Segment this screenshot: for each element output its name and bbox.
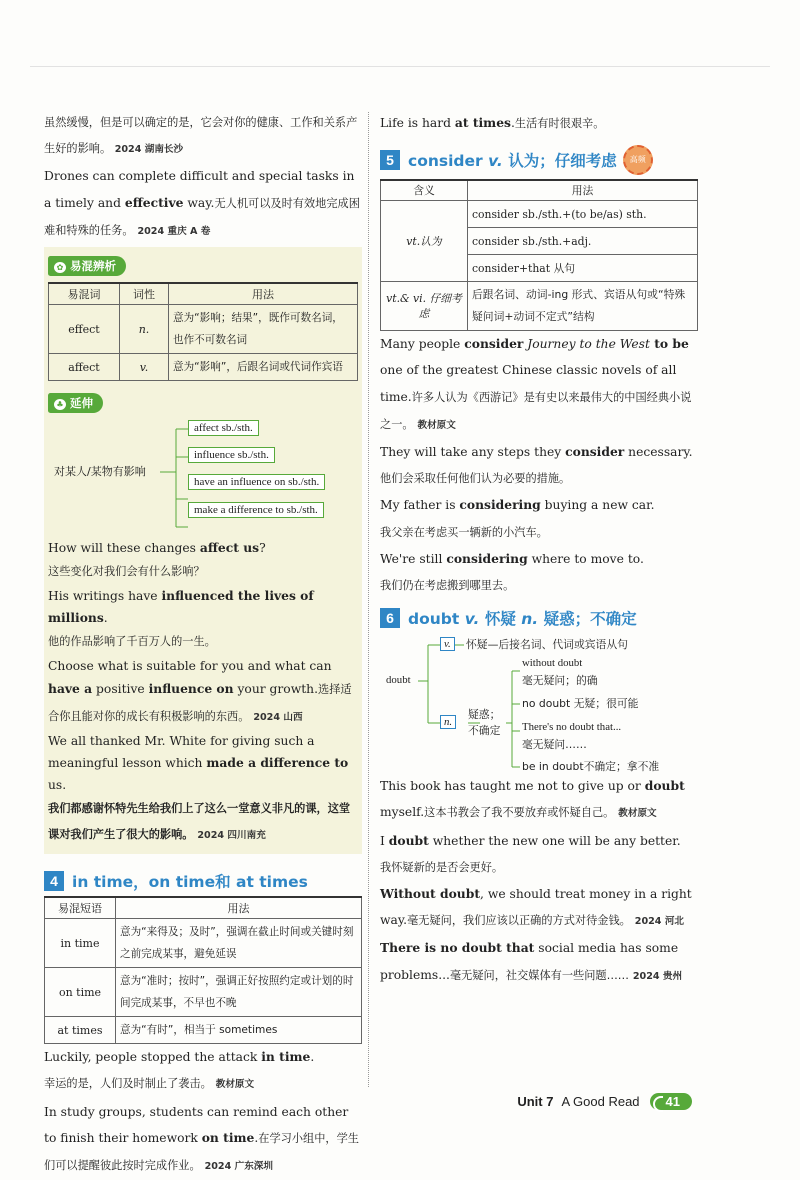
doubt-leaf: 毫无疑问…… bbox=[522, 738, 587, 752]
section-number: 4 bbox=[44, 871, 64, 891]
column-divider bbox=[368, 112, 369, 1087]
example: His writings have influenced the lives of millions. 他的作品影响了千百万人的一生。 bbox=[48, 588, 314, 649]
table-row: at times 意为“有时”，相当于 sometimes bbox=[45, 1017, 362, 1044]
example: My father is considering buying a new car. 我父亲在考虑买一辆新的小汽车。 bbox=[380, 497, 655, 539]
example: Many people consider Journey to the West to be one of the greatest Chinese classic novels of all time.许多人认为《西游记》是有史以来最伟大的中国经典小说之一。 教材原文 bbox=[380, 336, 692, 431]
mindmap-leaf: have an influence on sb./sth. bbox=[188, 474, 325, 490]
section-5-heading bbox=[380, 145, 698, 175]
section-4-heading bbox=[44, 870, 362, 892]
left-column bbox=[44, 110, 362, 1180]
right-column bbox=[380, 110, 698, 990]
section-title: in time，on time和 at times bbox=[72, 873, 308, 892]
doubt-leaf: There's no doubt that... bbox=[522, 721, 622, 734]
table-header: 词性 bbox=[120, 283, 169, 305]
table-header: 含义 bbox=[381, 180, 468, 201]
table-row: in time 意为“来得及；及时”，强调在截止时间或关键时刻之前完成某事，避免延误 bbox=[45, 919, 362, 968]
mindmap-leaf: make a difference to sb./sth. bbox=[188, 502, 324, 518]
table-header: 用法 bbox=[116, 897, 362, 919]
table-row: consider sb./sth.+adj. bbox=[381, 228, 698, 255]
mindmap-leaf: affect sb./sth. bbox=[188, 420, 259, 436]
unit-label: Unit 7 bbox=[517, 1094, 554, 1109]
doubt-leaf: 毫无疑问；的确 bbox=[522, 674, 598, 688]
doubt-leaf: no doubt 无疑；很可能 bbox=[522, 697, 639, 711]
mindmap-root: 对某人/某物有影响 bbox=[54, 465, 146, 479]
doubt-mindmap bbox=[380, 633, 698, 773]
top-rule bbox=[30, 66, 770, 67]
section-title: consider v. 认为；仔细考虑 bbox=[408, 152, 617, 171]
table-header: 易混词 bbox=[49, 283, 120, 305]
table-row: vt.认为 consider sb./sth.+(to be/as) sth. bbox=[381, 201, 698, 228]
table-row: affect v. 意为“影响”，后跟名词或代词作宾语 bbox=[49, 354, 358, 381]
example: In study groups, students can remind each other to finish their homework on time.在学习小组中，学生们可以提醒彼此按时完成作业。 2024 广东深圳 bbox=[44, 1104, 359, 1173]
example: There is no doubt that social media has some problems...毫无疑问，社交媒体有一些问题…… 2024 贵州 bbox=[380, 940, 683, 982]
page-footer bbox=[517, 1093, 692, 1110]
leaf-icon: ✿ bbox=[54, 262, 66, 273]
extension-tag: ♣ 延伸 bbox=[48, 393, 103, 413]
doubt-n-label: n. bbox=[440, 715, 456, 729]
table-row: vt.& vi. 仔细考虑 后跟名词、动词-ing 形式、宾语从句或“特殊疑问词+动词不定式”结构 bbox=[381, 282, 698, 331]
example: Choose what is suitable for you and what can have a positive influence on your growth.选择适合你且能对你的成长有积极影响的东西。 2024 山西 bbox=[48, 659, 352, 723]
example: They will take any steps they consider necessary. 他们会采取任何他们认为必要的措施。 bbox=[380, 444, 693, 486]
doubt-leaf: without doubt bbox=[522, 657, 583, 670]
table-header: 用法 bbox=[468, 180, 698, 201]
doubt-v-text: 怀疑—后接名词、代词或宾语从句 bbox=[466, 638, 628, 652]
frequency-badge: 高频 bbox=[623, 145, 653, 175]
paragraph: 虽然缓慢，但是可以确定的是，它会对你的健康、工作和关系产生好的影响。 2024 湖南长沙 bbox=[44, 116, 358, 156]
example: We're still considering where to move to. 我们仍在考虑搬到哪里去。 bbox=[380, 550, 644, 593]
example: We all thanked Mr. White for giving such a meaningful lesson which made a difference to us. 我们都感谢怀特先生给我们上了这么一堂意义非凡的课，这堂课对我们产生了很大的影响。 2024 四川南充 bbox=[48, 733, 351, 842]
mindmap-leaf: influence sb./sth. bbox=[188, 447, 275, 463]
section-4-table bbox=[44, 896, 362, 1044]
section-number: 5 bbox=[380, 150, 400, 170]
table-header: 易混短语 bbox=[45, 897, 116, 919]
example: How will these changes affect us? 这些变化对我们会有什么影响？ bbox=[48, 540, 266, 579]
example: I doubt whether the new one will be any better. 我怀疑新的是否会更好。 bbox=[380, 832, 681, 874]
doubt-root: doubt bbox=[386, 674, 411, 687]
confusion-tag: ✿ 易混辨析 bbox=[48, 256, 126, 276]
page-number: 41 bbox=[650, 1093, 692, 1110]
section-5-table bbox=[380, 179, 698, 331]
paragraph: Drones can complete difficult and special tasks in a timely and effective way.无人机可以及时有效地完成困难和特殊的任务。 2024 重庆 A 卷 bbox=[44, 169, 360, 237]
doubt-v-label: v. bbox=[440, 637, 455, 651]
example: Luckily, people stopped the attack in time. 幸运的是，人们及时制止了袭击。 教材原文 bbox=[44, 1049, 315, 1091]
table-row: effect n. 意为“影响；结果”，既作可数名词，也作不可数名词 bbox=[49, 305, 358, 354]
confusion-box bbox=[44, 247, 362, 854]
unit-title: A Good Read bbox=[561, 1094, 640, 1109]
example: Without doubt, we should treat money in a right way.毫无疑问，我们应该以正确的方式对待金钱。 2024 河北 bbox=[380, 886, 692, 928]
doubt-n-text: 不确定 bbox=[468, 724, 501, 738]
section-6-heading bbox=[380, 607, 698, 629]
extension-mindmap bbox=[48, 419, 358, 537]
doubt-leaf: be in doubt不确定；拿不准 bbox=[522, 760, 660, 774]
table-row: on time 意为“准时；按时”，强调正好按照约定或计划的时间完成某事，不早也不晚 bbox=[45, 968, 362, 1017]
example: Life is hard at times.生活有时很艰辛。 bbox=[380, 115, 605, 130]
confusion-table bbox=[48, 282, 358, 381]
section-number: 6 bbox=[380, 608, 400, 628]
table-header: 用法 bbox=[169, 283, 358, 305]
section-title: doubt v. 怀疑 n. 疑惑；不确定 bbox=[408, 610, 637, 629]
table-row: consider+that 从句 bbox=[381, 255, 698, 282]
example: This book has taught me not to give up or doubt myself.这本书教会了我不要放弃或怀疑自己。 教材原文 bbox=[380, 778, 685, 820]
tree-icon: ♣ bbox=[54, 399, 66, 410]
doubt-n-text: 疑惑； bbox=[468, 708, 501, 722]
